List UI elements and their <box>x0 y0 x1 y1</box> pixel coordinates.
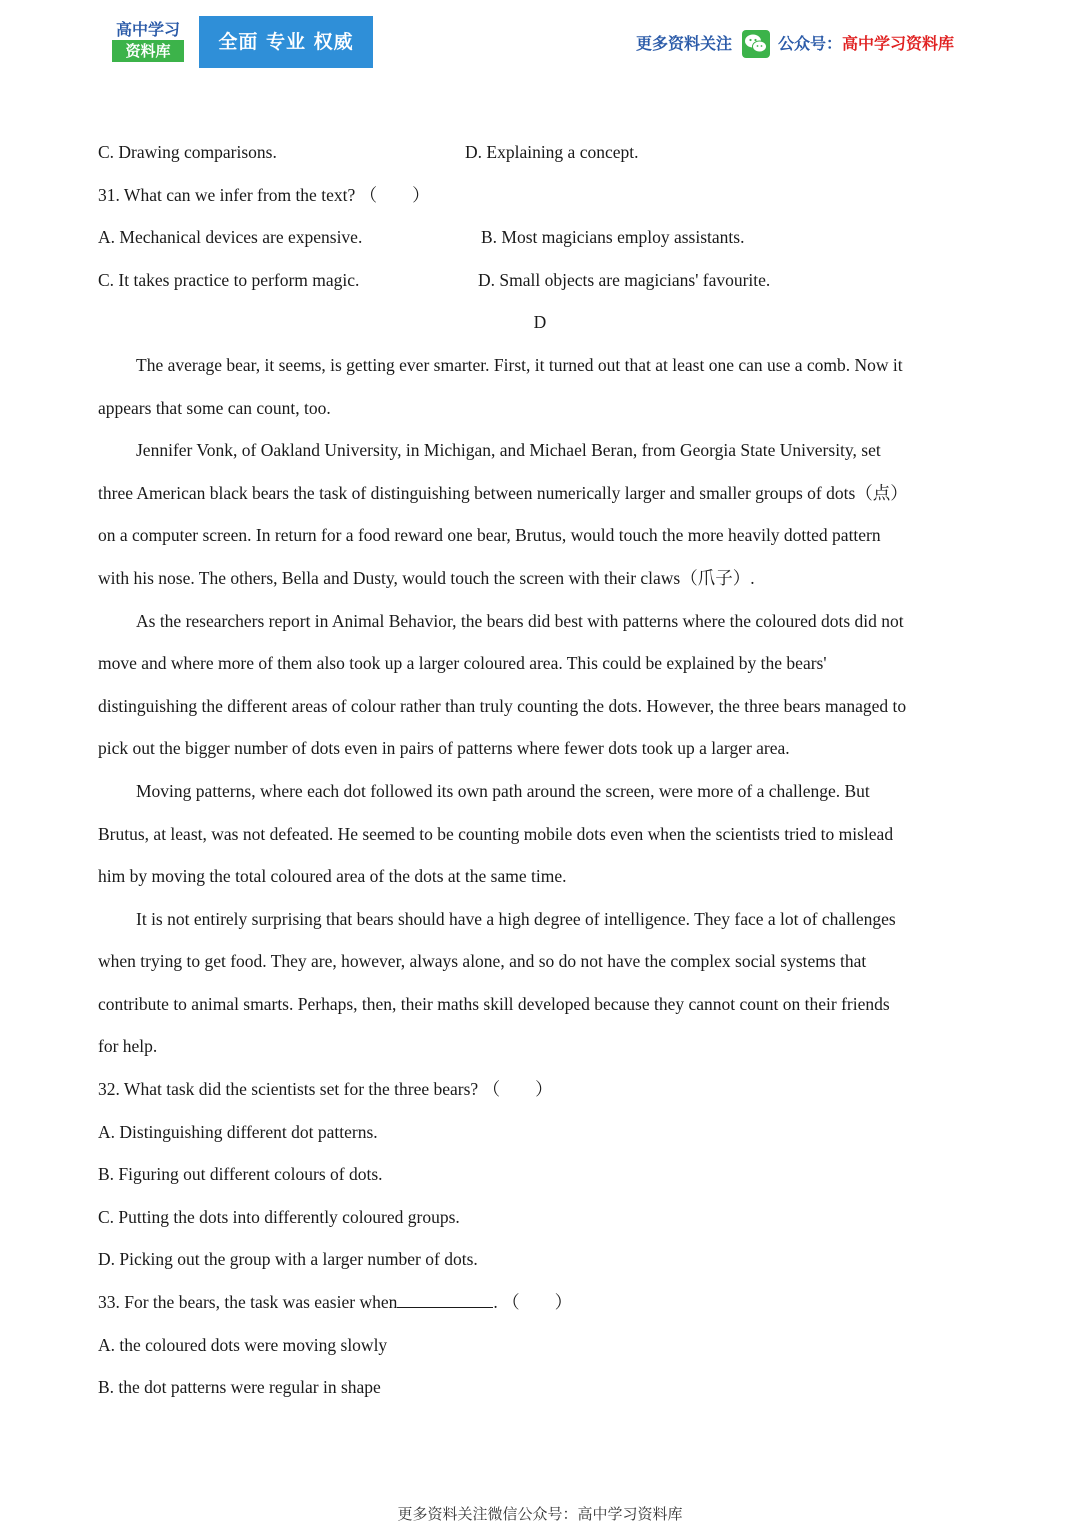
q33-question <box>98 1281 982 1324</box>
passage-line: distinguishing the different areas of colour rather than truly counting the dots. However, the three bears managed to <box>98 695 907 716</box>
brand-logo <box>112 20 184 64</box>
q30-option-d: D. Explaining a concept. <box>465 142 639 162</box>
q32-option-b: B. Figuring out different colours of dots. <box>98 1164 383 1185</box>
slogan-banner: 全面 专业 权威 <box>199 16 373 68</box>
passage-line: for help. <box>98 1036 158 1057</box>
passage-line: The average bear, it seems, is getting ever smarter. First, it turned out that at least one can use a comb. Now it <box>136 354 903 375</box>
wechat-icon <box>742 30 770 58</box>
answer-blank <box>397 1293 493 1308</box>
account-label: 公众号： <box>778 34 843 53</box>
passage-line: with his nose. The others, Bella and Dusty, would touch the screen with their claws（爪子）. <box>98 567 755 588</box>
page-footer: 更多资料关注微信公众号：高中学习资料库 <box>397 1505 683 1523</box>
passage-line: pick out the bigger number of dots even in pairs of patterns where fewer dots took up a larger area. <box>98 738 790 759</box>
q33-prefix: 33. For the bears, the task was easier when <box>98 1292 398 1313</box>
q33-suffix: . （ ） <box>493 1292 573 1313</box>
q32-question: 32. What task did the scientists set for the three bears? （ ） <box>98 1079 553 1100</box>
q30-options-row <box>98 131 982 174</box>
passage-line: Brutus, at least, was not defeated. He seemed to be counting mobile dots even when the scientists tried to mislead <box>98 823 894 844</box>
q32-option-c: C. Putting the dots into differently coloured groups. <box>98 1206 460 1227</box>
q33-option-a: A. the coloured dots were moving slowly <box>98 1334 388 1355</box>
passage-line: Jennifer Vonk, of Oakland University, in Michigan, and Michael Beran, from Georgia State University, set <box>136 440 881 461</box>
passage-line: when trying to get food. They are, however, always alone, and so do not have the complex social systems that <box>98 951 867 972</box>
q31-options-row-2 <box>98 259 982 302</box>
q31-option-b: B. Most magicians employ assistants. <box>481 227 745 248</box>
passage-line: It is not entirely surprising that bears should have a high degree of intelligence. They face a lot of challenges <box>136 908 896 929</box>
q31-question: 31. What can we infer from the text? （ ） <box>98 184 430 205</box>
passage-line: move and where more of them also took up a larger coloured area. This could be explained by the bears' <box>98 653 827 674</box>
document-body <box>98 131 982 1409</box>
q31-options-row-1 <box>98 216 982 259</box>
account-name: 高中学习资料库 <box>842 34 955 53</box>
q33-option-b: B. the dot patterns were regular in shape <box>98 1377 381 1398</box>
passage-line: As the researchers report in Animal Behavior, the bears did best with patterns where the coloured dots did not <box>136 610 904 631</box>
passage-line: on a computer screen. In return for a food reward one bear, Brutus, would touch the more heavily dotted pattern <box>98 525 881 546</box>
passage-line: Moving patterns, where each dot followed its own path around the screen, were more of a challenge. But <box>136 780 870 801</box>
passage-line: him by moving the total coloured area of the dots at the same time. <box>98 866 567 887</box>
q30-option-c: C. Drawing comparisons. <box>98 142 277 162</box>
follow-notice <box>636 30 954 58</box>
more-resources-text: 更多资料关注 <box>636 34 733 53</box>
q32-option-a: A. Distinguishing different dot patterns. <box>98 1121 378 1142</box>
section-label: D <box>533 312 547 333</box>
q31-option-d: D. Small objects are magicians' favourite. <box>478 269 771 290</box>
logo-text-top: 高中学习 <box>115 20 180 39</box>
q32-option-d: D. Picking out the group with a larger number of dots. <box>98 1249 478 1270</box>
page-header <box>0 0 1080 80</box>
logo-text-bottom: 资料库 <box>112 40 184 62</box>
passage-line: contribute to animal smarts. Perhaps, then, their maths skill developed because they cannot count on their friends <box>98 993 890 1014</box>
q31-option-a: A. Mechanical devices are expensive. <box>98 227 363 248</box>
q31-option-c: C. It takes practice to perform magic. <box>98 269 360 290</box>
passage-line: appears that some can count, too. <box>98 397 331 418</box>
passage-line: three American black bears the task of distinguishing between numerically larger and smaller groups of dots（点） <box>98 482 908 503</box>
